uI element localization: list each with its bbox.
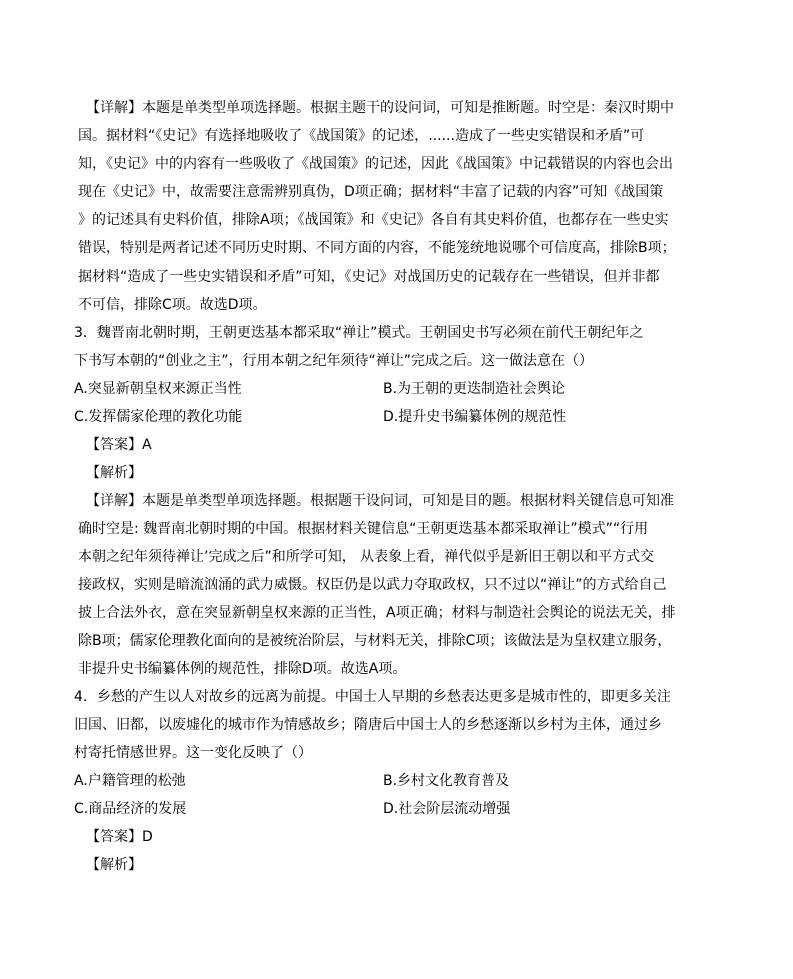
text-line: 本朝之纪年须待禅让’完成之后”和所学可知， 从表象上看，禅代似乎是新旧王朝以和平方式交 (78, 549, 655, 565)
question-stem-line: 3．魏晋南北朝时期，王朝更迭基本都采取“禅让”模式。王朝国史书写必须在前代王朝纪年之 (74, 325, 644, 341)
text-line: 知，《史记》中的内容有一些吸收了《战国策》的记述，因此《战国策》中记载错误的内容也会出 (78, 156, 673, 172)
text-line: 【详解】本题是单类型单项选择题。根据题干设问词，可知是目的题。根据材料关键信息可知准 (86, 493, 674, 509)
question-stem-line: 村寄托情感世界。这一变化反映了（） (74, 745, 312, 761)
analysis-label: 【解析】 (86, 857, 142, 873)
text-line: 错误，特别是两者记述不同历史时期、不同方面的内容，不能笼统地说哪个可信度高，排除B项； (78, 240, 676, 256)
answer-label: 【答案】A (86, 437, 152, 453)
text-line: 不可信，排除C项。故选D项。 (78, 297, 267, 313)
option-d: D.社会阶层流动增强 (383, 801, 511, 817)
question-stem-line: 下书写本朝的“创业之主”，行用本朝之纪年须待“禅让”完成之后。这一做法意在（） (74, 353, 594, 369)
text-line: 国。据材料“《史记》有选择地吸收了《战国策》的记述，......造成了一些史实错误和矛盾”可 (78, 128, 645, 144)
text-line: 【详解】本题是单类型单项选择题。根据主题干的设问词，可知是推断题。时空是：秦汉时期中 (86, 100, 674, 116)
analysis-label: 【解析】 (86, 465, 142, 481)
text-line: 据材料“造成了一些史实错误和矛盾”可知，《史记》对战国历史的记载存在一些错误，但并非都 (78, 269, 660, 285)
option-d: D.提升史书编纂体例的规范性 (383, 409, 567, 425)
text-line: 接政权，实则是暗流汹涌的武力威慑。权臣仍是以武力夺取政权，只不过以“禅让”的方式给自己 (78, 577, 667, 593)
option-c: C.商品经济的发展 (74, 801, 187, 817)
option-b: B.为王朝的更迭制造社会舆论 (383, 381, 566, 397)
text-line: 除B项；儒家伦理教化面向的是被统治阶层，与材料无关，排除C项；该做法是为皇权建立服务， (78, 633, 672, 649)
option-c: C.发挥儒家伦理的教化功能 (74, 409, 243, 425)
text-line: 》的记述具有史料价值，排除A项；《战国策》和《史记》各自有其史料价值，也都存在一些史实 (78, 212, 669, 228)
question-stem-line: 旧国、旧都，以废墟化的城市作为情感故乡；隋唐后中国士人的乡愁逐渐以乡村为主体，通过乡 (74, 717, 662, 733)
option-b: B.乡村文化教育普及 (383, 773, 510, 789)
option-a: A.户籍管理的松弛 (74, 773, 186, 789)
text-line: 确时空是: 魏晋南北朝时期的中国。根据材料关键信息“王朝更迭基本都采取禅让”模式”“行用 (78, 521, 649, 537)
text-line: 披上合法外衣，意在突显新朝皇权来源的正当性，A项正确；材料与制造社会舆论的说法无关，排 (78, 605, 676, 621)
text-line: 非提升史书编纂体例的规范性，排除D项。故选A项。 (78, 661, 407, 677)
text-line: 现在《史记》中，故需要注意需辨别真伪，D项正确；据材料“丰富了记载的内容”可知《战国策 (78, 184, 664, 200)
question-stem-line: 4．乡愁的产生以人对故乡的远离为前提。中国士人早期的乡愁表达更多是城市性的，即更多关注 (74, 689, 671, 705)
option-a: A.突显新朝皇权来源正当性 (74, 381, 242, 397)
answer-label: 【答案】D (86, 829, 153, 845)
